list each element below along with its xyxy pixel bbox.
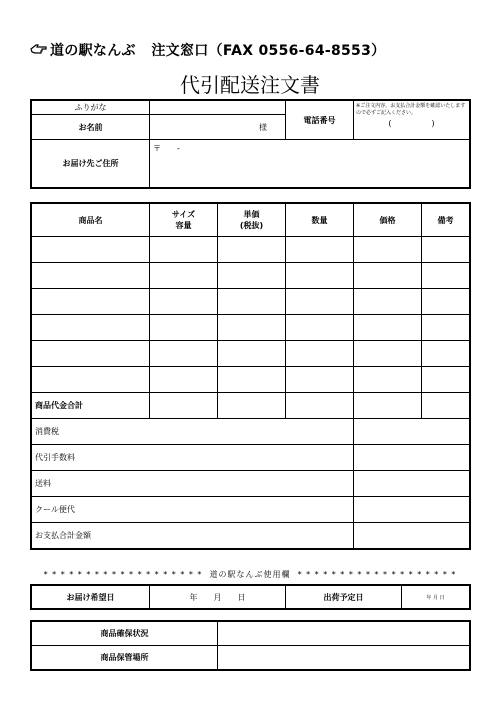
phone-label: 電話番号 xyxy=(286,101,354,140)
item-name-cell[interactable] xyxy=(32,341,150,367)
address-field[interactable] xyxy=(150,140,470,188)
address-label: お届け先ご住所 xyxy=(32,140,150,188)
shop-name: 道の駅なんぶ xyxy=(50,43,136,59)
stock-status-field[interactable] xyxy=(218,622,470,646)
name-field[interactable] xyxy=(150,115,286,140)
ship-date-label: 出荷予定日 xyxy=(286,586,402,609)
fee-row xyxy=(32,497,470,523)
postal-mark: 〒 - xyxy=(153,144,180,153)
customer-table xyxy=(31,100,470,188)
page-title: 代引配送注文書 xyxy=(180,73,320,97)
item-row xyxy=(32,315,470,341)
items-header-row xyxy=(32,204,470,237)
subtotal-row xyxy=(32,393,470,419)
subtotal-label: 商品代金合計 xyxy=(32,393,150,419)
fee-value[interactable] xyxy=(354,471,470,497)
stock-table xyxy=(31,621,470,670)
fee-value[interactable] xyxy=(354,497,470,523)
stock-status-label: 商品確保状況 xyxy=(32,622,218,646)
honorific: 様 xyxy=(259,122,267,132)
furigana-label: ふりがな xyxy=(32,101,150,115)
delivery-table xyxy=(31,585,470,609)
form-header xyxy=(30,40,385,60)
items-table xyxy=(31,203,470,549)
fee-row xyxy=(32,419,470,445)
col-note: 備考 xyxy=(422,204,470,237)
delivery-date-field[interactable]: 年 月 日 xyxy=(150,586,286,609)
item-name-cell[interactable] xyxy=(32,263,150,289)
col-unit-price: 単価 (税抜) xyxy=(218,204,286,237)
shop-use-divider: * * * * * * * * * * * * * * * * * * * 道の駅なんぶ使用欄 * * * * * * * * * * * * * * * * * * * xyxy=(43,570,457,579)
fee-value[interactable] xyxy=(354,445,470,471)
fee-label-tax: 消費税 xyxy=(32,419,354,445)
phone-note: ※ご注文内容、お支払合計金額を確認いたしますので必ずご記入ください。 xyxy=(356,103,466,116)
storage-location-field[interactable] xyxy=(218,646,470,670)
furigana-field[interactable] xyxy=(150,101,286,115)
fee-label-shipping: 送料 xyxy=(32,471,354,497)
item-name-cell[interactable] xyxy=(32,367,150,393)
phone-paren: ( ) xyxy=(388,119,435,128)
fee-row xyxy=(32,523,470,549)
fee-row xyxy=(32,471,470,497)
fee-label-total: お支払合計金額 xyxy=(32,523,354,549)
pointing-hand-icon xyxy=(30,43,50,59)
col-size: サイズ 容量 xyxy=(150,204,218,237)
delivery-date-label: お届け希望日 xyxy=(32,586,150,609)
shop-use-label: 道の駅なんぶ使用欄 xyxy=(209,570,291,579)
item-name-cell[interactable] xyxy=(32,289,150,315)
fee-value[interactable] xyxy=(354,419,470,445)
item-row xyxy=(32,289,470,315)
name-label: お名前 xyxy=(32,115,150,140)
item-row xyxy=(32,263,470,289)
fee-label-cod: 代引手数料 xyxy=(32,445,354,471)
ship-date-field[interactable]: 年 月 日 xyxy=(402,586,470,609)
item-name-cell[interactable] xyxy=(32,315,150,341)
fee-label-cool: クール便代 xyxy=(32,497,354,523)
fee-row xyxy=(32,445,470,471)
item-row xyxy=(32,341,470,367)
order-window: 注文窓口（FAX 0556-64-8553） xyxy=(151,43,386,59)
col-quantity: 数量 xyxy=(286,204,354,237)
storage-location-label: 商品保管場所 xyxy=(32,646,218,670)
phone-field[interactable] xyxy=(354,101,470,140)
item-row xyxy=(32,237,470,263)
item-name-cell[interactable] xyxy=(32,237,150,263)
col-product-name: 商品名 xyxy=(32,204,150,237)
item-row xyxy=(32,367,470,393)
col-price: 価格 xyxy=(354,204,422,237)
fee-value[interactable] xyxy=(354,523,470,549)
